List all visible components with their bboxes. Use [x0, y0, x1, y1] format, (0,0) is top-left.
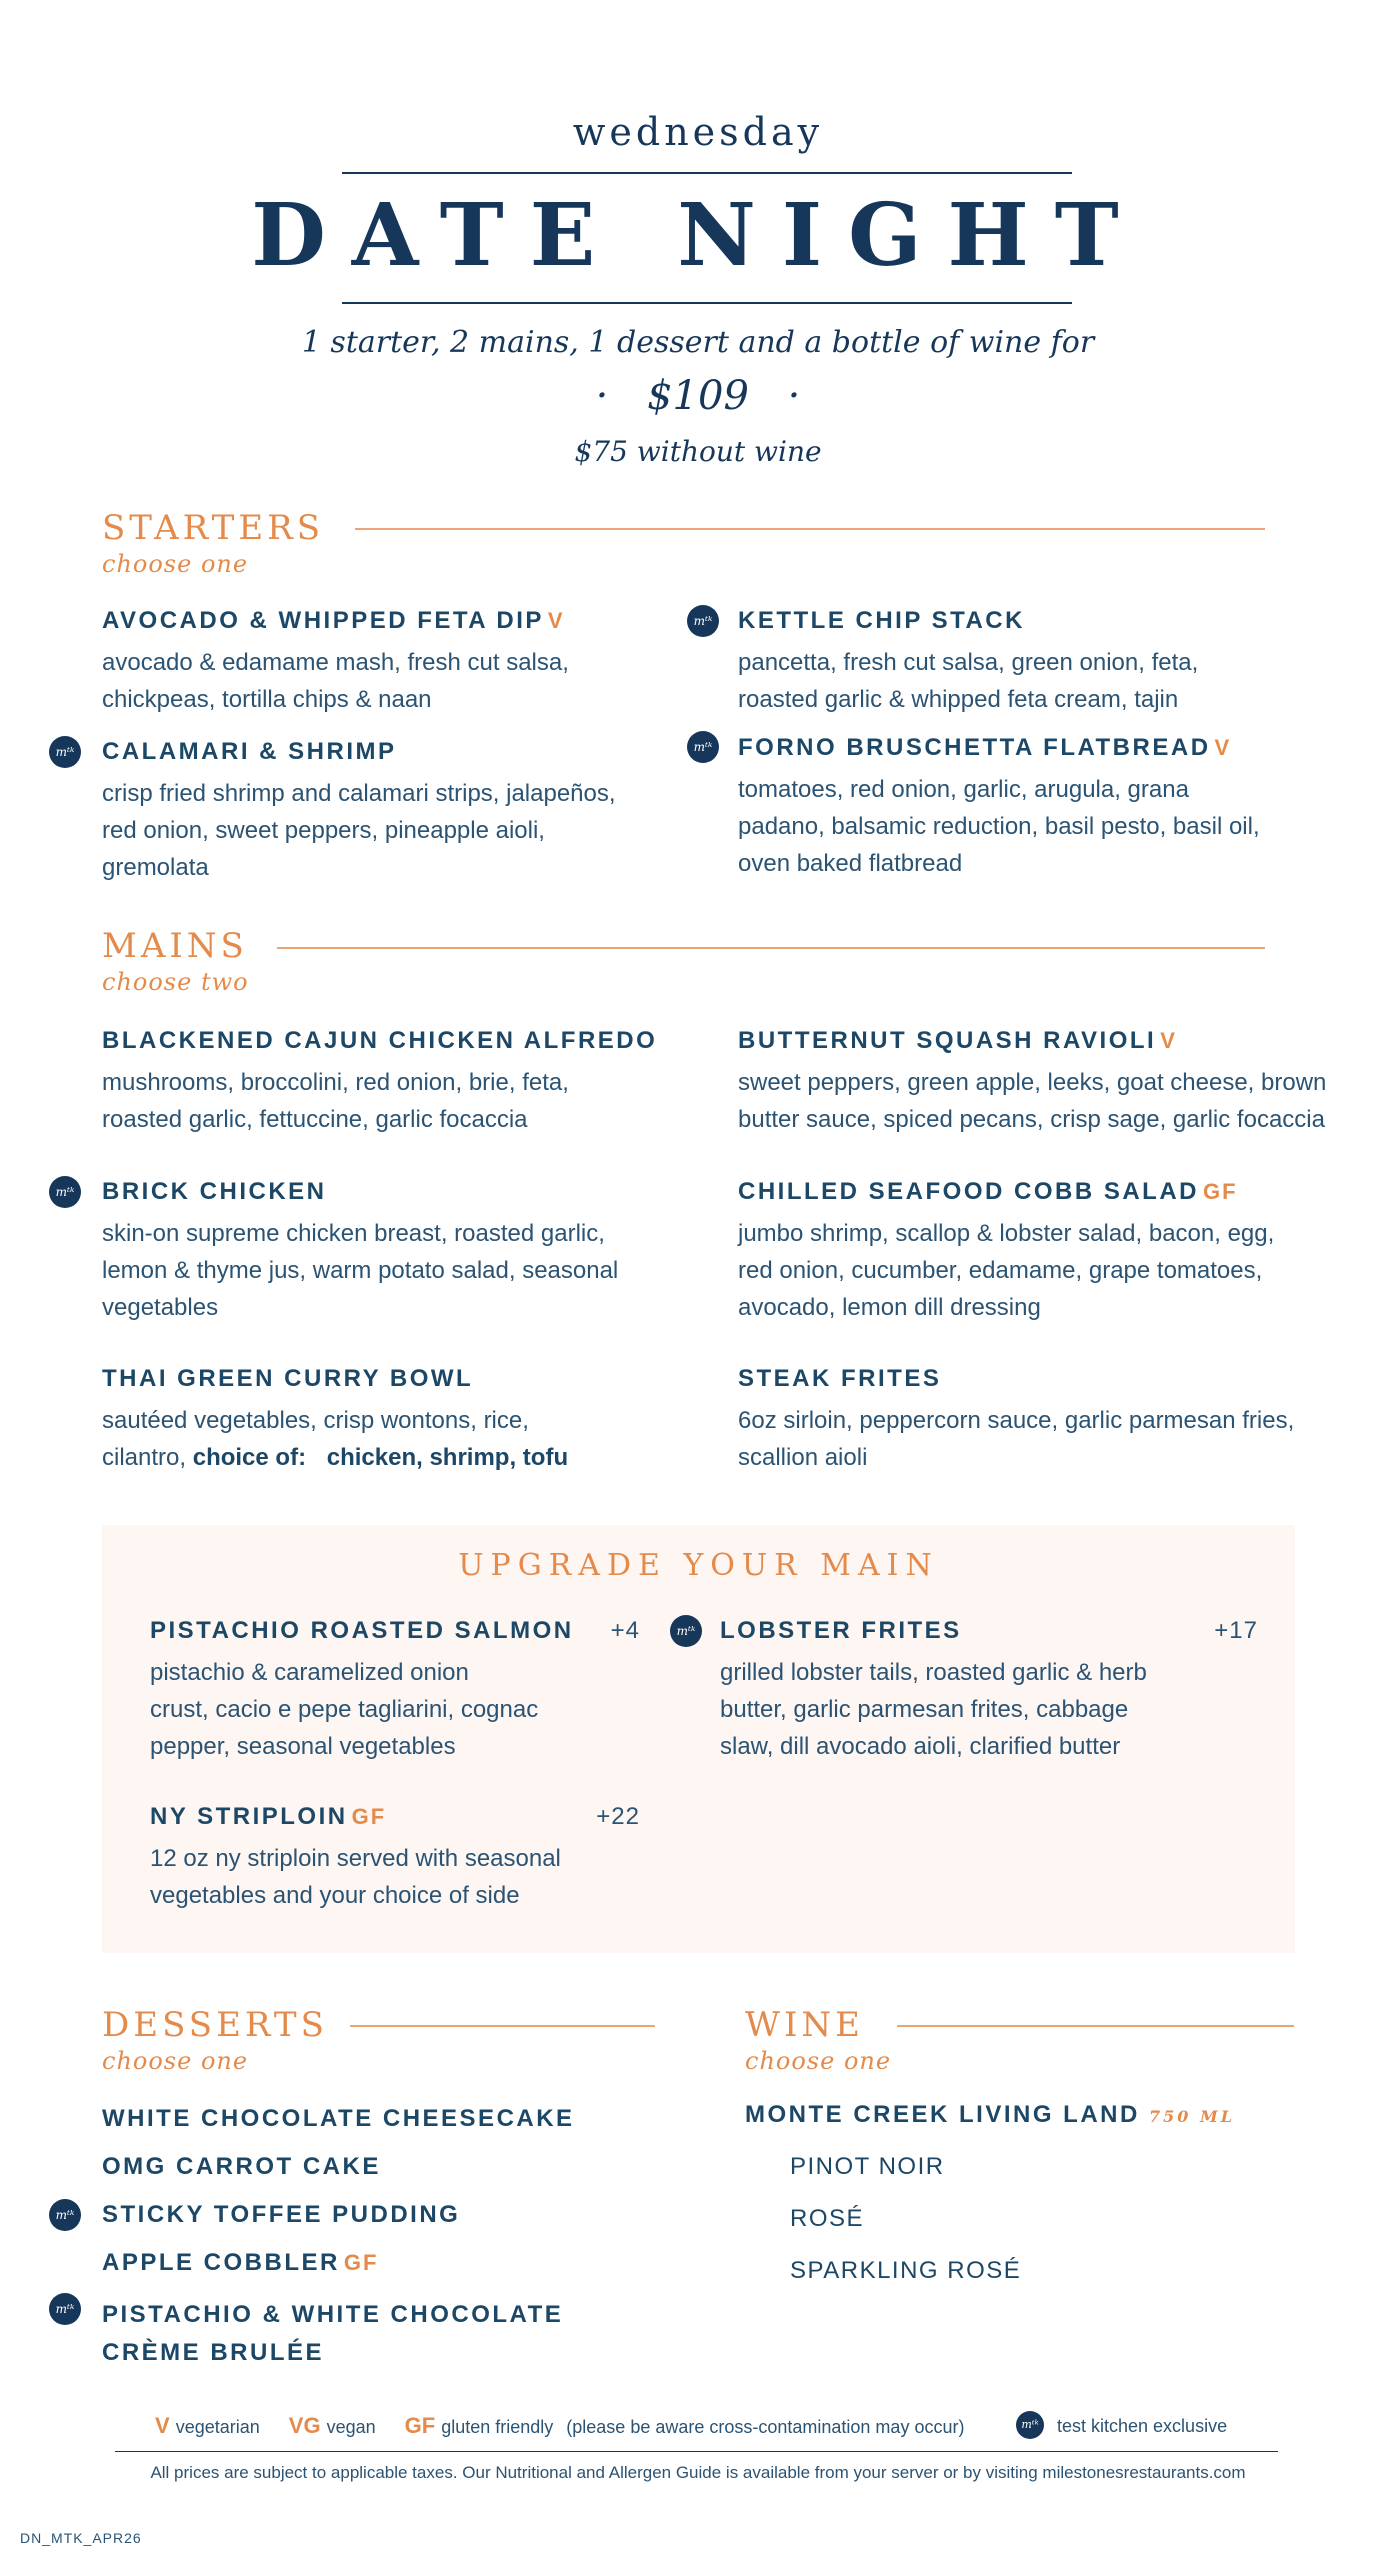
upgrade-lobster-frites: [720, 1617, 1258, 1765]
mains-rule: [277, 947, 1265, 949]
dessert-white-chocolate-cheesecake: WHITE CHOCOLATE CHEESECAKE: [102, 2105, 575, 2132]
header-bottom-rule: [342, 302, 1072, 304]
footer-disclaimer: All prices are subject to applicable taxes. Our Nutritional and Allergen Guide is available from your server or by visiting milestonesrestaurants.com: [150, 2463, 1246, 2482]
main-steak-frites: [738, 1365, 1294, 1476]
wine-option-rose: ROSÉ: [790, 2205, 865, 2232]
footer-rule: [115, 2451, 1278, 2452]
item-desc-line: crisp fried shrimp and calamari strips, jalapeños,: [102, 780, 616, 807]
starter-kettle-chip-stack: [738, 607, 1198, 718]
vegetarian-tag: V: [1214, 735, 1232, 760]
item-desc-line: [102, 1439, 568, 1476]
item-desc-line: tomatoes, red onion, garlic, arugula, grana: [738, 776, 1189, 803]
item-desc-line: skin-on supreme chicken breast, roasted garlic,: [102, 1220, 605, 1247]
item-desc-line: padano, balsamic reduction, basil pesto, basil oil,: [738, 813, 1260, 840]
item-desc-line: butter, garlic parmesan frites, cabbage: [720, 1696, 1129, 1723]
item-desc-line: sautéed vegetables, crisp wontons, rice,: [102, 1407, 529, 1434]
vegetarian-tag: V: [1160, 1028, 1177, 1053]
dessert-pistachio-creme-brulee: [102, 2296, 563, 2372]
item-name-line: CRÈME BRULÉE: [102, 2339, 325, 2366]
price-line: [0, 373, 1396, 419]
item-name: CHILLED SEAFOOD COBB SALAD: [738, 1178, 1199, 1205]
starter-calamari-shrimp: [102, 738, 616, 886]
desserts-title: DESSERTS: [102, 2005, 328, 2045]
item-name: LOBSTER FRITES: [720, 1617, 962, 1644]
item-desc-line: scallion aioli: [738, 1444, 868, 1471]
vegetarian-tag: V: [547, 608, 565, 633]
item-desc-line: avocado, lemon dill dressing: [738, 1294, 1041, 1321]
item-desc-line: oven baked flatbread: [738, 850, 963, 877]
wine-producer: [745, 2101, 1235, 2129]
dessert-omg-carrot-cake: OMG CARROT CAKE: [102, 2153, 381, 2180]
item-name: BLACKENED CAJUN CHICKEN ALFREDO: [102, 1027, 658, 1054]
legend-gf-label: gluten friendly: [441, 2417, 554, 2437]
item-name: BRICK CHICKEN: [102, 1178, 327, 1205]
main-chilled-seafood-cobb-salad: [738, 1178, 1274, 1326]
gluten-friendly-tag: GF: [343, 2250, 379, 2275]
main-thai-green-curry-bowl: [102, 1365, 568, 1476]
starter-forno-bruschetta-flatbread: [738, 734, 1260, 882]
item-desc-text: cilantro,: [102, 1444, 187, 1471]
item-desc-line: roasted garlic, fettuccine, garlic focaccia: [102, 1106, 528, 1133]
wine-rule: [897, 2025, 1294, 2027]
upgrade-price: +4: [610, 1617, 640, 1644]
starters-title: STARTERS: [102, 508, 325, 548]
item-desc-line: 6oz sirloin, peppercorn sauce, garlic parmesan fries,: [738, 1407, 1295, 1434]
item-name: KETTLE CHIP STACK: [738, 607, 1025, 634]
legend-gf-key: GF: [404, 2413, 436, 2438]
item-desc-line: vegetables and your choice of side: [150, 1882, 520, 1909]
dessert-apple-cobbler: [102, 2249, 378, 2277]
desserts-subtitle: choose one: [102, 2047, 249, 2075]
test-kitchen-badge-icon: mᵗᵏ: [49, 1176, 81, 1208]
upgrade-pistachio-roasted-salmon: [150, 1617, 640, 1765]
item-name: PISTACHIO ROASTED SALMON: [150, 1617, 574, 1644]
item-desc-line: pancetta, fresh cut salsa, green onion, feta,: [738, 649, 1199, 676]
choice-options: chicken, shrimp, tofu: [326, 1444, 569, 1471]
main-brick-chicken: [102, 1178, 618, 1326]
wine-subtitle: choose one: [745, 2047, 892, 2075]
mains-title: MAINS: [102, 926, 248, 966]
legend-vg-label: vegan: [326, 2417, 376, 2437]
upgrade-ny-striploin: [150, 1803, 640, 1914]
item-desc-line: slaw, dill avocado aioli, clarified butter: [720, 1733, 1121, 1760]
bottle-size: 750 ML: [1149, 2107, 1235, 2126]
item-name: AVOCADO & WHIPPED FETA DIP: [102, 607, 544, 634]
item-desc-line: grilled lobster tails, roasted garlic & herb: [720, 1659, 1147, 1686]
item-desc-line: crust, cacio e pepe tagliarini, cognac: [150, 1696, 539, 1723]
item-desc-line: vegetables: [102, 1294, 219, 1321]
legend-gf-note: (please be aware cross-contamination may occur): [566, 2417, 965, 2437]
wine-producer-name: MONTE CREEK LIVING LAND: [745, 2101, 1140, 2128]
test-kitchen-badge-icon: mᵗᵏ: [49, 2293, 81, 2325]
test-kitchen-badge-icon: mᵗᵏ: [687, 605, 719, 637]
item-desc-line: sweet peppers, green apple, leeks, goat cheese, brown: [738, 1069, 1327, 1096]
upgrade-price: +17: [1214, 1617, 1258, 1644]
item-desc-line: 12 oz ny striploin served with seasonal: [150, 1845, 561, 1872]
header-top-rule: [342, 172, 1072, 174]
choice-label: choice of:: [192, 1444, 307, 1471]
wine-option-pinot-noir: PINOT NOIR: [790, 2153, 945, 2180]
document-code: DN_MTK_APR26: [20, 2530, 142, 2546]
item-desc-line: chickpeas, tortilla chips & naan: [102, 686, 432, 713]
item-desc-line: avocado & edamame mash, fresh cut salsa,: [102, 649, 569, 676]
item-desc-line: jumbo shrimp, scallop & lobster salad, bacon, egg,: [738, 1220, 1275, 1247]
item-name: STEAK FRITES: [738, 1365, 942, 1392]
test-kitchen-badge-icon: mᵗᵏ: [49, 2199, 81, 2231]
wine-title: WINE: [745, 2005, 864, 2045]
item-desc-line: lemon & thyme jus, warm potato salad, seasonal: [102, 1257, 619, 1284]
legend-tk-label: test kitchen exclusive: [1057, 2416, 1228, 2436]
test-kitchen-badge-icon: mᵗᵏ: [670, 1615, 702, 1647]
main-blackened-cajun-chicken-alfredo: [102, 1027, 657, 1138]
legend-v-key: V: [155, 2413, 170, 2438]
main-butternut-squash-ravioli: [738, 1027, 1326, 1138]
upgrade-title: UPGRADE YOUR MAIN: [458, 1548, 939, 1583]
item-name: BUTTERNUT SQUASH RAVIOLI: [738, 1027, 1157, 1054]
day-heading: wednesday: [572, 110, 824, 154]
test-kitchen-badge-icon: mᵗᵏ: [49, 736, 81, 768]
price-without-wine: $75 without wine: [574, 435, 822, 468]
dessert-sticky-toffee-pudding: STICKY TOFFEE PUDDING: [102, 2201, 461, 2228]
item-name-line: PISTACHIO & WHITE CHOCOLATE: [102, 2301, 564, 2328]
offer-text: 1 starter, 2 mains, 1 dessert and a bottle of wine for: [301, 325, 1095, 360]
page-title: DATE NIGHT: [251, 185, 1145, 286]
item-desc-line: pepper, seasonal vegetables: [150, 1733, 456, 1760]
gluten-friendly-tag: GF: [351, 1804, 387, 1829]
price-dot-right: ·: [787, 373, 801, 419]
item-desc-line: pistachio & caramelized onion: [150, 1659, 469, 1686]
set-price: $109: [647, 373, 749, 419]
item-desc-line: red onion, cucumber, edamame, grape tomatoes,: [738, 1257, 1263, 1284]
legend: [155, 2413, 964, 2439]
item-desc-line: gremolata: [102, 854, 209, 881]
mains-subtitle: choose two: [102, 968, 249, 996]
gluten-friendly-tag: GF: [1203, 1179, 1238, 1204]
item-name: NY STRIPLOIN: [150, 1803, 348, 1830]
item-name: CALAMARI & SHRIMP: [102, 738, 397, 765]
starter-avocado-feta-dip: [102, 607, 569, 718]
starters-subtitle: choose one: [102, 550, 249, 578]
legend-vg-key: VG: [288, 2413, 321, 2438]
starters-rule: [355, 528, 1265, 530]
item-desc-line: red onion, sweet peppers, pineapple aioli,: [102, 817, 545, 844]
desserts-rule: [350, 2025, 655, 2027]
item-desc-line: mushrooms, broccolini, red onion, brie, feta,: [102, 1069, 569, 1096]
test-kitchen-badge-icon: mᵗᵏ: [1016, 2411, 1044, 2439]
item-name: APPLE COBBLER: [102, 2249, 340, 2276]
upgrade-price: +22: [596, 1803, 640, 1830]
item-name: THAI GREEN CURRY BOWL: [102, 1365, 474, 1392]
item-name: FORNO BRUSCHETTA FLATBREAD: [738, 734, 1211, 761]
price-dot-left: ·: [595, 373, 609, 419]
legend-v-label: vegetarian: [175, 2417, 260, 2437]
item-desc-line: butter sauce, spiced pecans, crisp sage, garlic focaccia: [738, 1106, 1325, 1133]
item-desc-line: roasted garlic & whipped feta cream, tajin: [738, 686, 1179, 713]
test-kitchen-badge-icon: mᵗᵏ: [687, 731, 719, 763]
wine-option-sparkling-rose: SPARKLING ROSÉ: [790, 2257, 1022, 2284]
